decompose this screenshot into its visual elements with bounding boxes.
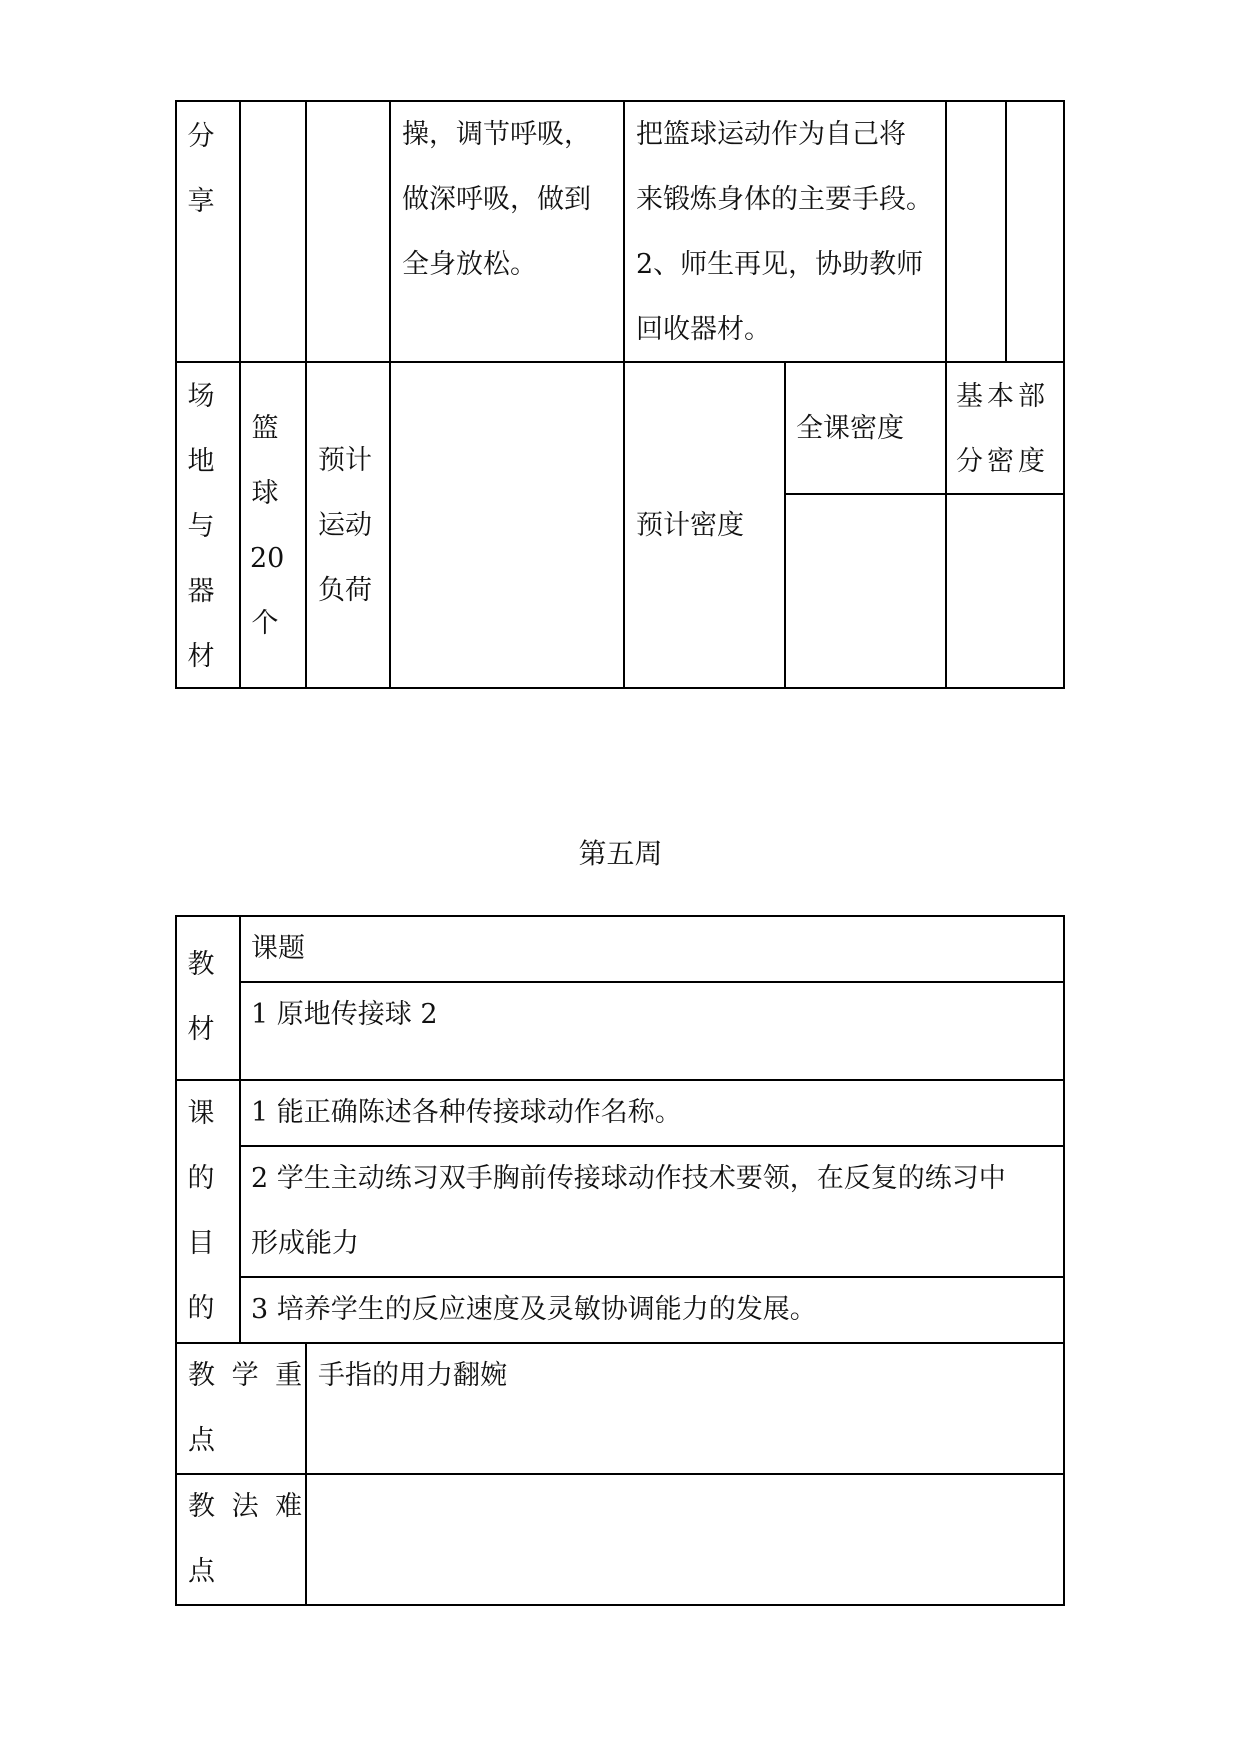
goal-1: 1 能正确陈述各种传接球动作名称。 [251, 1097, 682, 1128]
relax-text: 操，调节呼吸， 做深呼吸，做到 全身放松。 [402, 119, 591, 280]
student-text: 把篮球运动作为自己将 来锻炼身体的主要手段。 2、师生再见，协助教师 回收器材。 [636, 119, 933, 345]
t2-left-border [175, 915, 177, 1605]
goal-3: 3 培养学生的反应速度及灵敏协调能力的发展。 [251, 1294, 817, 1325]
class-goal-label: 课 的 目 的 [187, 1098, 215, 1324]
full-class-density-label: 全课密度 [796, 413, 904, 444]
t1-col-line [1005, 100, 1007, 362]
venue-equipment-label: 场 地 与 器 材 [187, 381, 215, 672]
difficulty-label: 教 法 难 点 [188, 1491, 307, 1587]
share-label: 分 享 [187, 121, 215, 217]
expected-density-label: 预计密度 [636, 510, 744, 541]
t2-bottom-border [175, 1604, 1065, 1606]
t2-col-line [239, 915, 241, 1343]
t1-col-line [623, 100, 625, 688]
t2-right-border [1063, 915, 1065, 1605]
key-point-label: 教 学 重 点 [188, 1360, 307, 1456]
key-point-value: 手指的用力翻婉 [318, 1360, 507, 1391]
t1-bottom-border [175, 687, 1065, 689]
basic-part-density-label: 基本部 分密度 [956, 381, 1049, 477]
t1-left-border [175, 100, 177, 688]
material-label: 教 材 [187, 949, 215, 1045]
t2-top-border [175, 915, 1065, 917]
t1-col-line [784, 361, 786, 688]
t1-col-line [239, 100, 241, 688]
topic-label: 课题 [251, 933, 305, 964]
expected-load-label: 预计 运动 负荷 [318, 445, 372, 606]
t1-col-line [305, 100, 307, 688]
t1-col-line [389, 100, 391, 688]
topic-value: 1 原地传接球 2 [251, 999, 438, 1030]
t1-col-line [945, 100, 947, 688]
week-title: 第五周 [578, 837, 663, 870]
goal-2: 2 学生主动练习双手胸前传接球动作技术要领，在反复的练习中 形成能力 [251, 1163, 1006, 1259]
t2-row-divider [175, 1473, 1065, 1475]
t1-right-border [1063, 100, 1065, 688]
equipment-value: 篮 球 20 个 [250, 413, 285, 639]
t2-row-divider [175, 1342, 1065, 1344]
